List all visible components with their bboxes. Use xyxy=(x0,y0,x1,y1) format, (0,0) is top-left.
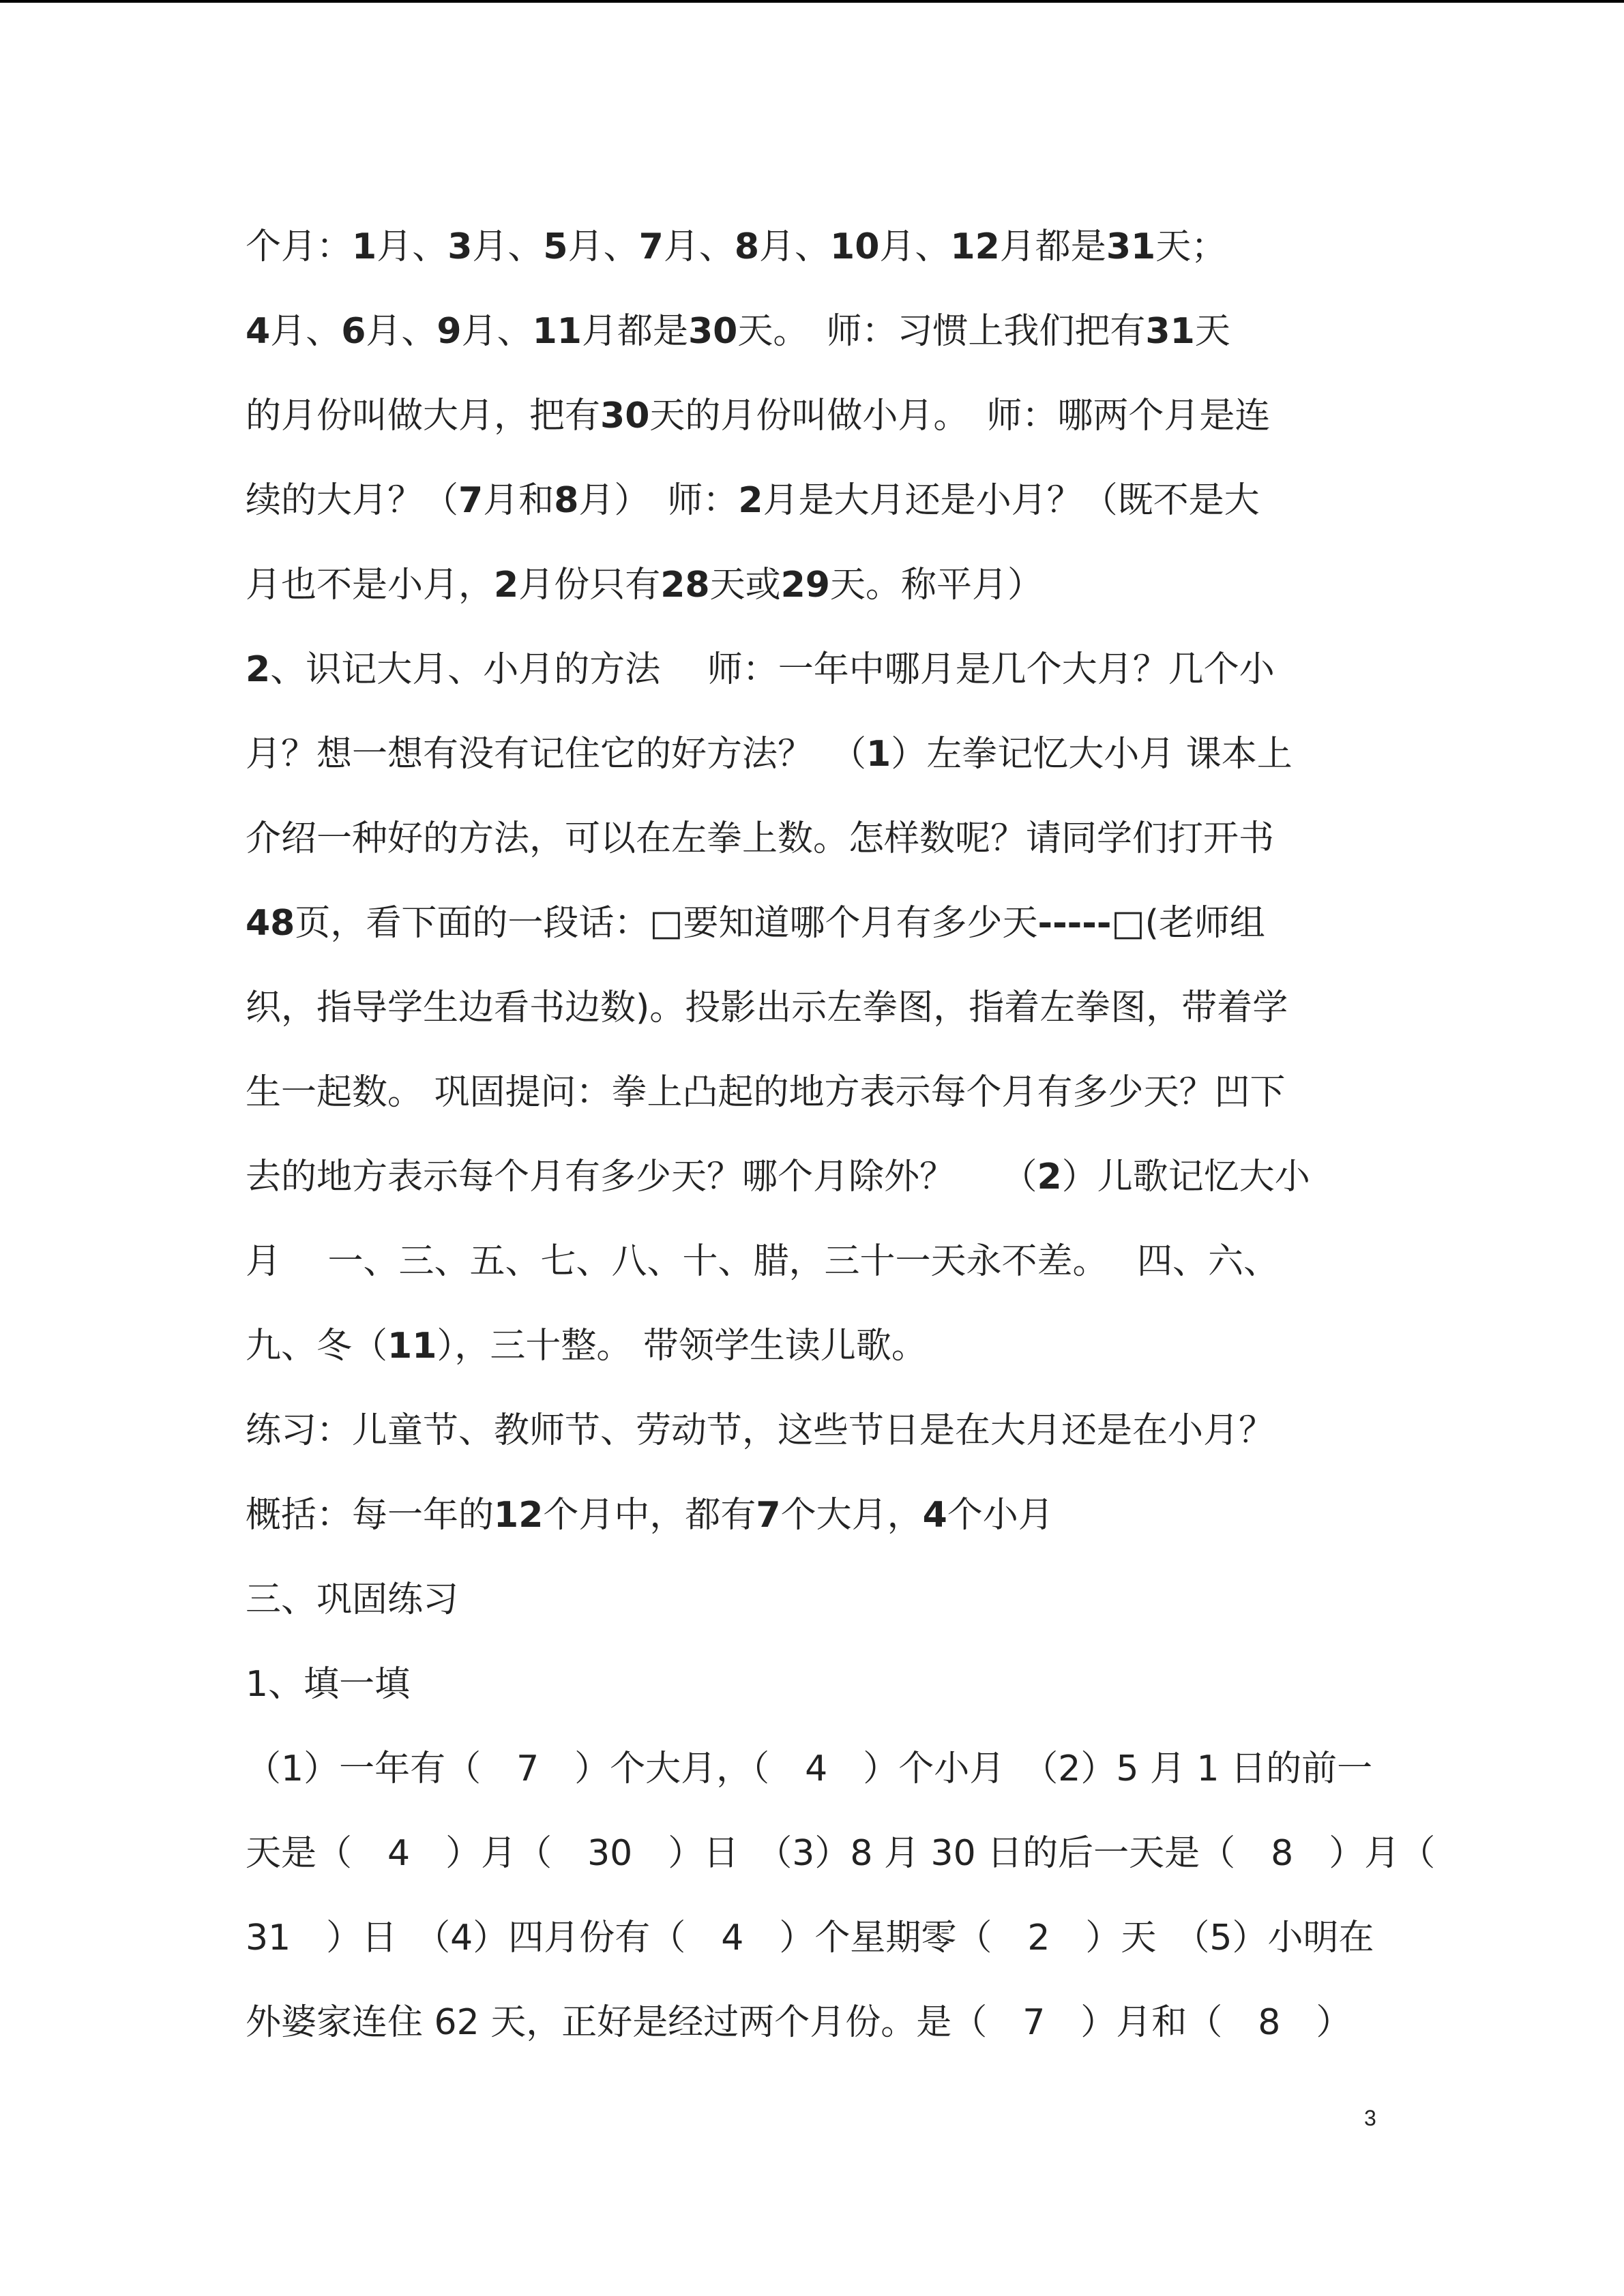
bold-text-run: 7 xyxy=(458,480,484,521)
bold-text-run: 12 xyxy=(950,226,1000,267)
bold-text-run: 1 xyxy=(866,734,891,775)
text-run: （1）一年有（ 7 ）个大月，（ 4 ）个小月 （2）5 月 1 日的前一 xyxy=(246,1748,1373,1789)
text-run: 月、 xyxy=(879,226,951,267)
text-run: 月 一、三、五、七、八、十、腊，三十一天永不差。 四、六、 xyxy=(246,1241,1280,1282)
text-line xyxy=(246,1727,1378,1811)
bold-text-run: 5 xyxy=(543,226,568,267)
bold-text-run: 31 xyxy=(1145,311,1195,352)
bold-text-run: 4 xyxy=(922,1495,947,1536)
bold-text-run: 31 xyxy=(1106,226,1156,267)
text-run: 月都是 xyxy=(999,226,1106,267)
text-run: 月、 xyxy=(377,226,448,267)
document-body xyxy=(246,205,1436,2065)
bold-text-run: 9 xyxy=(437,311,462,352)
text-run: 月、 xyxy=(461,311,533,352)
text-line xyxy=(246,796,1378,881)
text-run: 天。 师：习惯上我们把有 xyxy=(737,311,1146,352)
text-run: 月份只有 xyxy=(518,565,661,606)
text-line xyxy=(246,1050,1378,1135)
text-line xyxy=(246,458,1378,543)
text-run: 月和 xyxy=(483,480,555,521)
text-run: 月都是 xyxy=(581,311,688,352)
text-run: 月、 xyxy=(270,311,342,352)
text-run: 个大月， xyxy=(780,1495,923,1536)
text-run: 、识记大月、小月的方法 师：一年中哪月是几个大月？几个小 xyxy=(270,649,1275,690)
text-run: 织，指导学生边看书边数)。投影出示左拳图，指着左拳图，带着学 xyxy=(246,987,1288,1028)
text-line xyxy=(246,1219,1378,1304)
bold-text-run: 1 xyxy=(352,226,377,267)
text-line xyxy=(246,1388,1378,1473)
text-run: 月、 xyxy=(472,226,544,267)
text-run: 去的地方表示每个月有多少天？哪个月除外？ （ xyxy=(246,1157,1037,1197)
text-line xyxy=(246,1980,1378,2065)
text-line xyxy=(246,543,1378,627)
bold-text-run: 3 xyxy=(447,226,473,267)
text-run: 月？想一想有没有记住它的好方法？ （ xyxy=(246,734,867,775)
text-run: 练习：儿童节、教师节、劳动节，这些节日是在大月还是在小月？ xyxy=(246,1410,1275,1451)
text-run: 的月份叫做大月，把有 xyxy=(246,396,601,436)
text-run: 月是大月还是小月？（既不是大 xyxy=(763,480,1260,521)
text-line xyxy=(246,1135,1378,1219)
text-run: 外婆家连住 62 天，正好是经过两个月份。是（ 7 ）月和（ 8 ） xyxy=(246,2002,1352,2043)
text-line xyxy=(246,627,1378,712)
bold-text-run: 6 xyxy=(341,311,366,352)
text-run: 月、 xyxy=(759,226,831,267)
bold-text-run: 29 xyxy=(780,565,830,606)
bold-text-run: 2 xyxy=(1037,1157,1062,1197)
text-line xyxy=(246,881,1378,966)
text-line xyxy=(246,1896,1378,1980)
page-number: 3 xyxy=(1364,2106,1376,2130)
text-line xyxy=(246,1473,1378,1557)
bold-text-run: 11 xyxy=(387,1326,437,1367)
bold-text-run: 30 xyxy=(600,396,650,436)
text-line xyxy=(246,374,1378,458)
text-run: 九、冬（ xyxy=(246,1326,388,1367)
bold-text-run: 2 xyxy=(494,565,519,606)
text-run: ）左拳记忆大小月 课本上 xyxy=(891,734,1293,775)
bold-text-run: 4 xyxy=(246,311,271,352)
bold-text-run: 11 xyxy=(532,311,582,352)
text-run: 月） 师： xyxy=(578,480,739,521)
bold-text-run: 12 xyxy=(494,1495,544,1536)
bold-text-run: 10 xyxy=(830,226,880,267)
bold-text-run: 8 xyxy=(734,226,760,267)
text-run: ），三十整。 带领学生读儿歌。 xyxy=(437,1326,927,1367)
bold-text-run: 2 xyxy=(738,480,763,521)
text-run: 页，看下面的一段话：□要知道哪个月有多少天 xyxy=(295,903,1038,944)
text-line xyxy=(246,205,1378,289)
text-run: 介绍一种好的方法，可以在左拳上数。怎样数呢？请同学们打开书 xyxy=(246,818,1275,859)
text-run: 31 ）日 （4）四月份有（ 4 ）个星期零（ 2 ）天 （5）小明在 xyxy=(246,1918,1374,1958)
bold-text-run: 28 xyxy=(660,565,710,606)
text-run: 个月中，都有 xyxy=(543,1495,756,1536)
text-run: ）儿歌记忆大小 xyxy=(1061,1157,1310,1197)
text-line xyxy=(246,289,1378,374)
bold-text-run: 2 xyxy=(246,649,271,690)
text-run: 1、填一填 xyxy=(246,1664,411,1705)
text-line xyxy=(246,712,1378,796)
text-line xyxy=(246,1811,1436,1896)
text-run: 天。称平月） xyxy=(829,565,1043,606)
text-run: 个小月 xyxy=(947,1495,1054,1536)
text-run: □(老师组 xyxy=(1111,903,1265,944)
bold-text-run: 7 xyxy=(638,226,664,267)
text-run: 生一起数。 巩固提问：拳上凸起的地方表示每个月有多少天？凹下 xyxy=(246,1072,1286,1113)
text-run: 概括：每一年的 xyxy=(246,1495,494,1536)
text-run: 月、 xyxy=(567,226,639,267)
text-line xyxy=(246,1304,1378,1388)
bold-text-run: 7 xyxy=(756,1495,781,1536)
text-run: 月也不是小月， xyxy=(246,565,494,606)
text-run: 天或 xyxy=(709,565,781,606)
text-run: 月、 xyxy=(663,226,735,267)
text-run: 天； xyxy=(1155,226,1227,267)
text-run: 月、 xyxy=(366,311,437,352)
bold-text-run: ----- xyxy=(1037,903,1112,944)
page-top-border xyxy=(0,0,1624,3)
bold-text-run: 30 xyxy=(688,311,738,352)
text-line xyxy=(246,1557,1378,1642)
text-run: 个月： xyxy=(246,226,353,267)
bold-text-run: 8 xyxy=(554,480,579,521)
bold-text-run: 48 xyxy=(246,903,295,944)
text-run: 天是（ 4 ）月（ 30 ）日 （3）8 月 30 日的后一天是（ 8 ）月（ xyxy=(246,1833,1436,1874)
text-run: 天的月份叫做小月。 师：哪两个月是连 xyxy=(649,396,1271,436)
text-run: 续的大月？（ xyxy=(246,480,459,521)
text-run: 三、巩固练习 xyxy=(246,1579,459,1620)
text-line xyxy=(246,966,1378,1050)
text-run: 天 xyxy=(1194,311,1230,352)
text-line xyxy=(246,1642,1378,1727)
